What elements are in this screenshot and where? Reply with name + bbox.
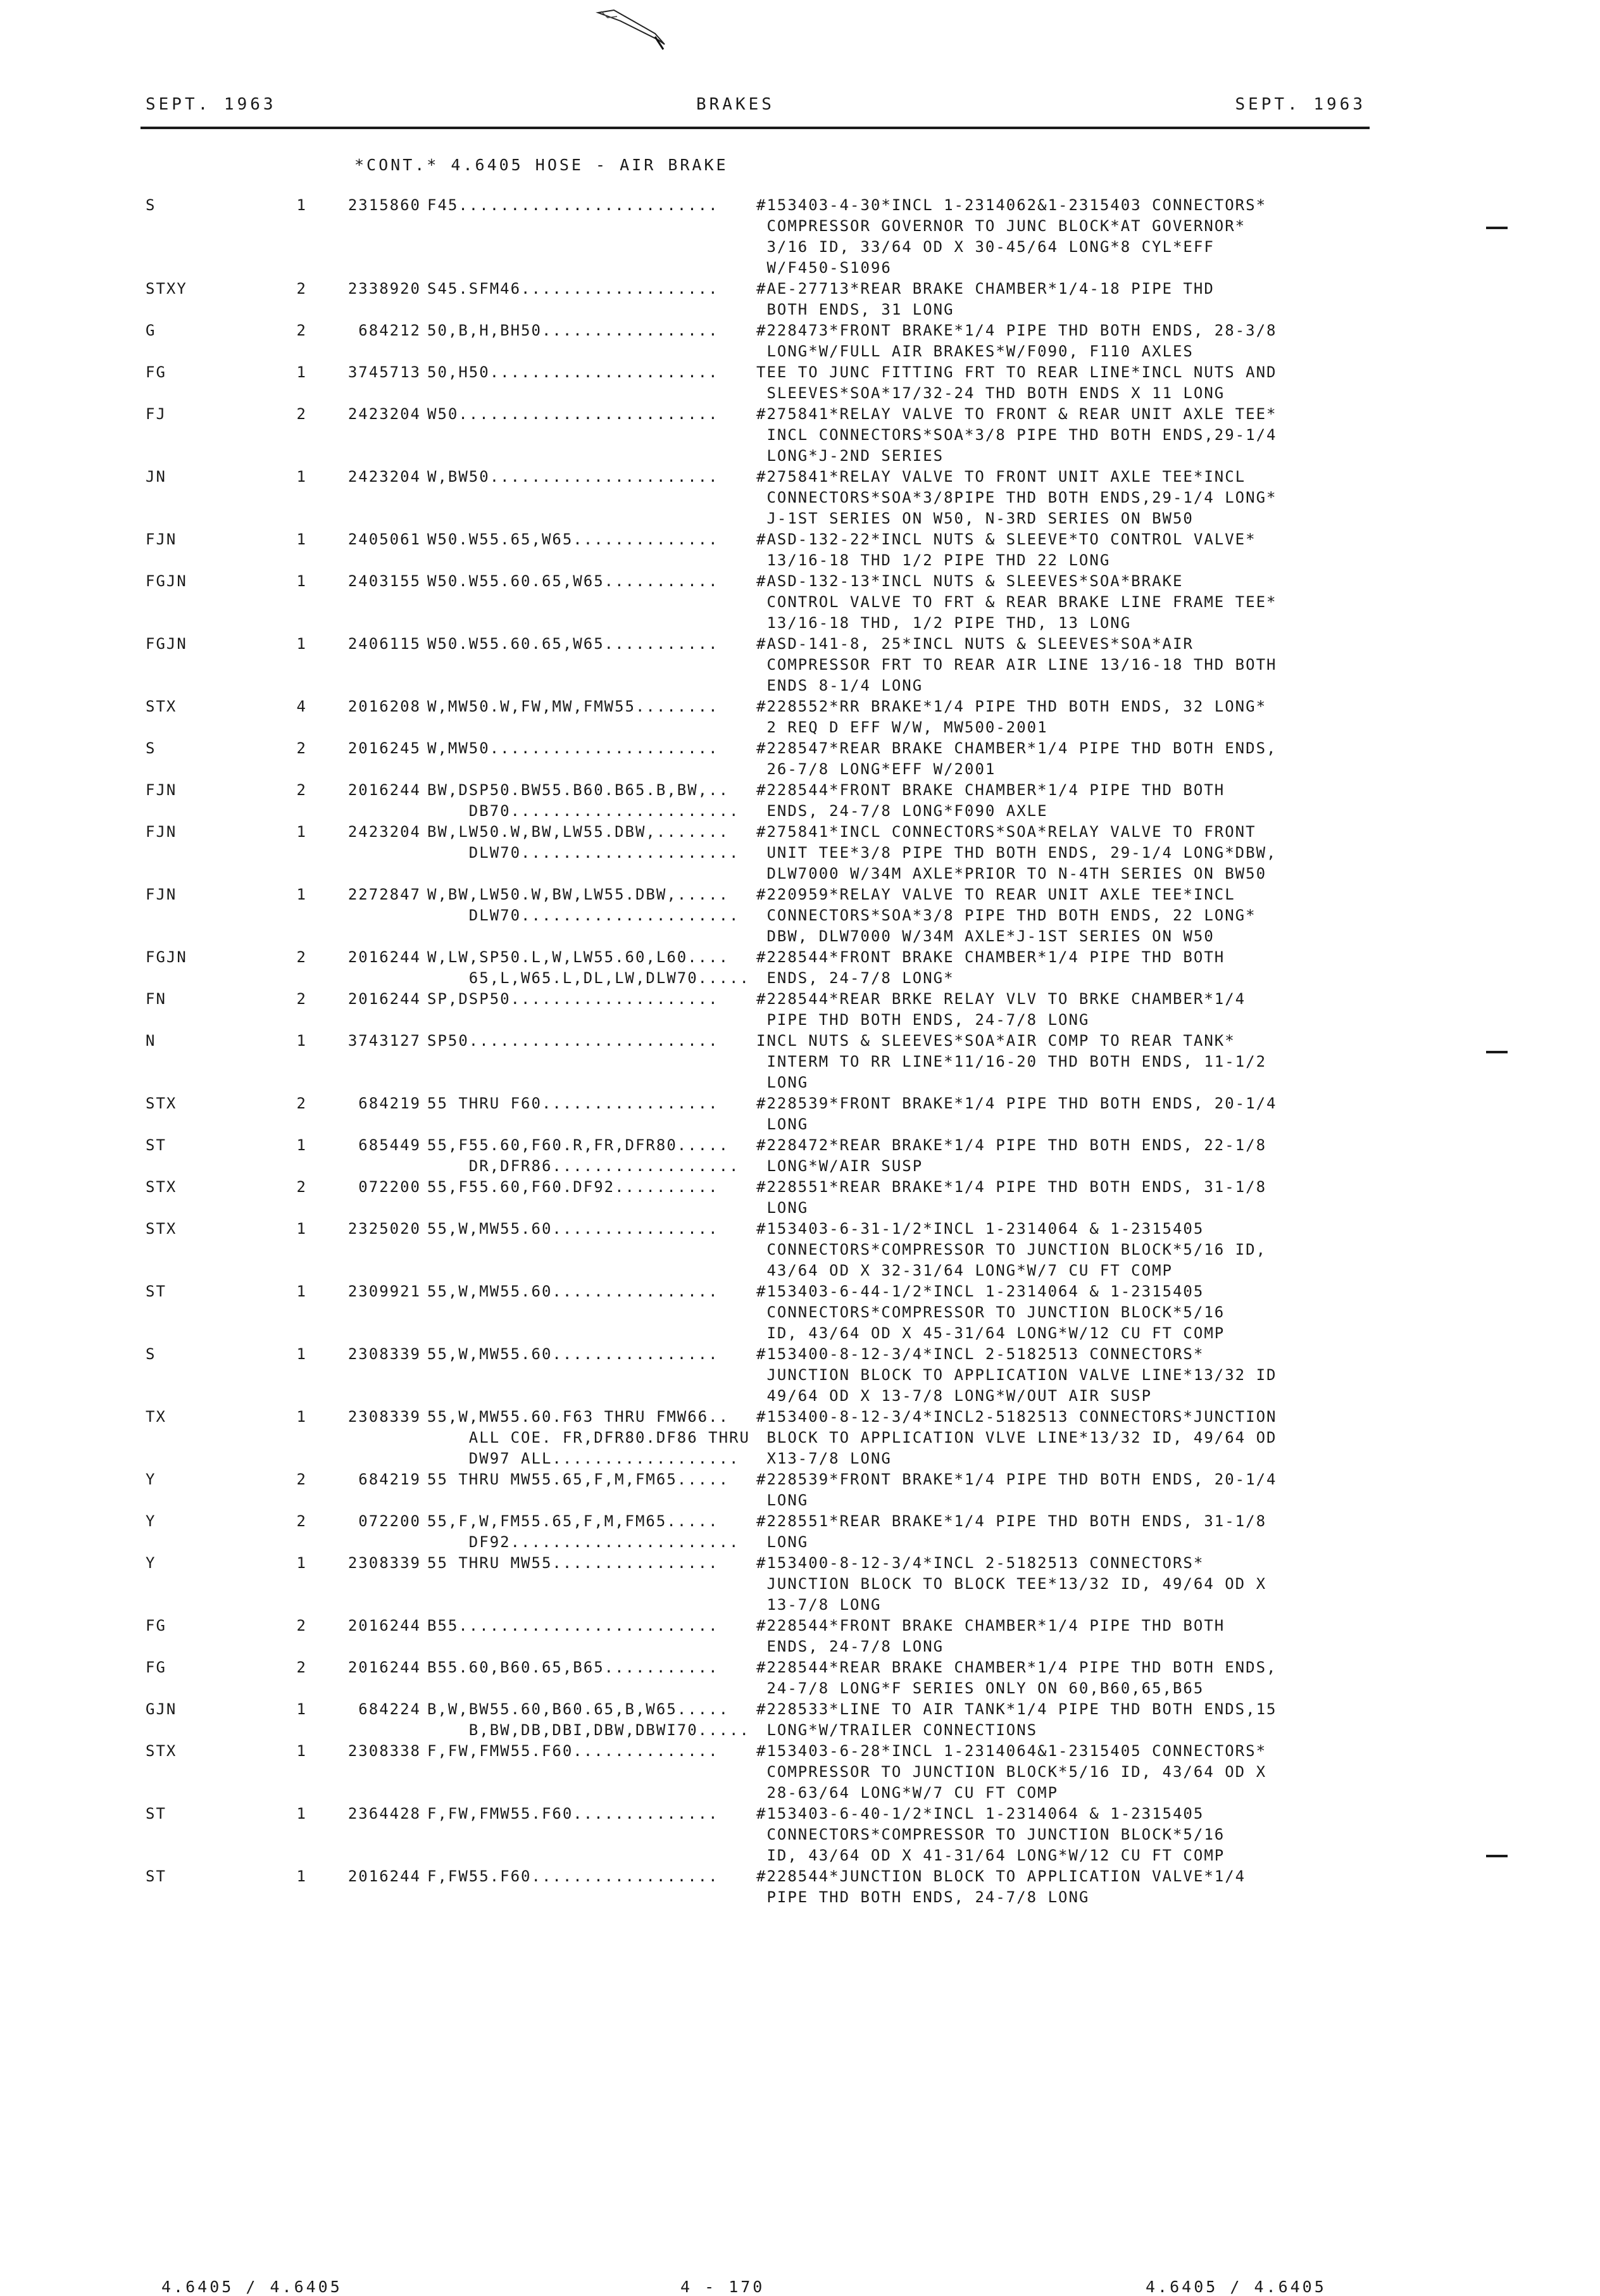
part-number: 2403155 xyxy=(347,572,421,590)
part-number: 3745713 xyxy=(347,363,421,381)
model-applicability: W,LW,SP50.L,W,LW55.60,L60.... 65,L,W65.L,DL,LW,DLW70..... xyxy=(427,948,750,987)
model-applicability: B55.60,B60.65,B65........... xyxy=(427,1659,719,1676)
parts-row xyxy=(146,1219,1373,1281)
quantity: 2 xyxy=(296,1471,307,1488)
quantity: 1 xyxy=(296,1554,307,1572)
model-applicability: W,BW,LW50.W,BW,LW55.DBW,..... DLW70..................... xyxy=(427,886,740,924)
quantity: 1 xyxy=(296,1136,307,1154)
series-code: FGJN xyxy=(146,635,187,653)
quantity: 1 xyxy=(296,1220,307,1238)
model-applicability: 55,W,MW55.60................ xyxy=(427,1220,719,1238)
parts-row xyxy=(146,1699,1373,1741)
series-code: Y xyxy=(146,1512,156,1530)
description: #228547*REAR BRAKE CHAMBER*1/4 PIPE THD BOTH ENDS, 26-7/8 LONG*EFF W/2001 xyxy=(756,739,1277,778)
quantity: 1 xyxy=(296,1742,307,1760)
part-number: 2308338 xyxy=(347,1742,421,1760)
series-code: FG xyxy=(146,1659,166,1676)
model-applicability: W50.W55.60.65,W65........... xyxy=(427,572,719,590)
footer-ref-left: 4.6405 / 4.6405 xyxy=(161,2278,342,2296)
part-number: 2315860 xyxy=(347,196,421,214)
parts-row xyxy=(146,1031,1373,1093)
series-code: ST xyxy=(146,1136,166,1154)
quantity: 2 xyxy=(296,405,307,423)
part-number: 2364428 xyxy=(347,1805,421,1822)
parts-row xyxy=(146,320,1373,362)
model-applicability: 50,H50...................... xyxy=(427,363,719,381)
quantity: 1 xyxy=(296,1867,307,1885)
description: #275841*INCL CONNECTORS*SOA*RELAY VALVE TO FRONT UNIT TEE*3/8 PIPE THD BOTH ENDS, 29-1/4 LONG*DBW, DLW7000 W/34M AXLE*PRIOR TO N-4TH SERIES ON BW50 xyxy=(756,823,1277,882)
parts-row xyxy=(146,1469,1373,1511)
model-applicability: W,MW50.W,FW,MW,FMW55........ xyxy=(427,698,719,715)
quantity: 2 xyxy=(296,739,307,757)
series-code: STX xyxy=(146,1742,177,1760)
parts-row xyxy=(146,780,1373,822)
quantity: 2 xyxy=(296,1659,307,1676)
series-code: ST xyxy=(146,1867,166,1885)
model-applicability: 55 THRU F60................. xyxy=(427,1095,719,1112)
model-applicability: 55,F,W,FM55.65,F,M,FM65..... DF92...................... xyxy=(427,1512,740,1551)
parts-row xyxy=(146,279,1373,320)
description: #275841*RELAY VALVE TO FRONT & REAR UNIT AXLE TEE* INCL CONNECTORS*SOA*3/8 PIPE THD BOTH ENDS,29-1/4 LONG*J-2ND SERIES xyxy=(756,405,1277,465)
quantity: 1 xyxy=(296,530,307,548)
description: #ASD-132-13*INCL NUTS & SLEEVES*SOA*BRAKE CONTROL VALVE TO FRT & REAR BRAKE LINE FRAME TEE* 13/16-18 THD, 1/2 PIPE THD, 13 LONG xyxy=(756,572,1277,632)
description: #ASD-132-22*INCL NUTS & SLEEVE*TO CONTROL VALVE* 13/16-18 THD 1/2 PIPE THD 22 LONG xyxy=(756,530,1256,569)
part-number: 2308339 xyxy=(347,1408,421,1426)
quantity: 2 xyxy=(296,322,307,339)
parts-row xyxy=(146,195,1373,279)
parts-row xyxy=(146,1407,1373,1469)
page-number: 4 - 170 xyxy=(680,2278,765,2296)
parts-row xyxy=(146,1741,1373,1804)
series-code: S xyxy=(146,1345,156,1363)
series-code: N xyxy=(146,1032,156,1050)
footer-ref-right: 4.6405 / 4.6405 xyxy=(1146,2278,1327,2296)
description: #228533*LINE TO AIR TANK*1/4 PIPE THD BOTH ENDS,15 LONG*W/TRAILER CONNECTIONS xyxy=(756,1700,1277,1739)
part-number: 2272847 xyxy=(347,886,421,903)
model-applicability: 55,W,MW55.60................ xyxy=(427,1283,719,1300)
description: #153400-8-12-3/4*INCL 2-5182513 CONNECTORS* JUNCTION BLOCK TO APPLICATION VALVE LINE*13/32 ID 49/64 OD X 13-7/8 LONG*W/OUT AIR SUSP xyxy=(756,1345,1277,1405)
quantity: 2 xyxy=(296,1095,307,1112)
quantity: 1 xyxy=(296,823,307,841)
model-applicability: BW,LW50.W,BW,LW55.DBW,....... DLW70..................... xyxy=(427,823,740,862)
series-code: TX xyxy=(146,1408,166,1426)
description: #153403-6-40-1/2*INCL 1-2314064 & 1-2315405 CONNECTORS*COMPRESSOR TO JUNCTION BLOCK*5/16 ID, 43/64 OD X 41-31/64 LONG*W/12 CU FT COMP xyxy=(756,1805,1225,1864)
description: #153403-6-44-1/2*INCL 1-2314064 & 1-2315405 CONNECTORS*COMPRESSOR TO JUNCTION BLOCK*5/16 ID, 43/64 OD X 45-31/64 LONG*W/12 CU FT COMP xyxy=(756,1283,1225,1342)
series-code: STXY xyxy=(146,280,187,298)
parts-row xyxy=(146,571,1373,634)
parts-row xyxy=(146,1804,1373,1866)
series-code: FG xyxy=(146,1617,166,1634)
description: #ASD-141-8, 25*INCL NUTS & SLEEVES*SOA*AIR COMPRESSOR FRT TO REAR AIR LINE 13/16-18 THD BOTH ENDS 8-1/4 LONG xyxy=(756,635,1277,694)
part-number: 072200 xyxy=(358,1178,421,1196)
part-number: 2016208 xyxy=(347,698,421,715)
quantity: 2 xyxy=(296,1178,307,1196)
description: #AE-27713*REAR BRAKE CHAMBER*1/4-18 PIPE THD BOTH ENDS, 31 LONG xyxy=(756,280,1215,318)
quantity: 1 xyxy=(296,468,307,486)
model-applicability: 55 THRU MW55................ xyxy=(427,1554,719,1572)
description: #228552*RR BRAKE*1/4 PIPE THD BOTH ENDS, 32 LONG* 2 REQ D EFF W/W, MW500-2001 xyxy=(756,698,1267,736)
parts-row xyxy=(146,1177,1373,1219)
series-code: STX xyxy=(146,1095,177,1112)
margin-tick xyxy=(1486,1051,1508,1053)
part-number: 2308339 xyxy=(347,1345,421,1363)
quantity: 2 xyxy=(296,990,307,1008)
description: #153403-4-30*INCL 1-2314062&1-2315403 CONNECTORS* COMPRESSOR GOVERNOR TO JUNC BLOCK*AT GOVERNOR* 3/16 ID, 33/64 OD X 30-45/64 LONG*8 CYL*EFF W/F450-S1096 xyxy=(756,196,1267,277)
parts-row xyxy=(146,696,1373,738)
series-code: ST xyxy=(146,1805,166,1822)
description: #228544*FRONT BRAKE CHAMBER*1/4 PIPE THD BOTH ENDS, 24-7/8 LONG xyxy=(756,1617,1225,1655)
description: #153403-6-28*INCL 1-2314064&1-2315405 CONNECTORS* COMPRESSOR TO JUNCTION BLOCK*5/16 ID, 43/64 OD X 28-63/64 LONG*W/7 CU FT COMP xyxy=(756,1742,1267,1802)
series-code: S xyxy=(146,196,156,214)
series-code: FGJN xyxy=(146,572,187,590)
series-code: FG xyxy=(146,363,166,381)
part-number: 2405061 xyxy=(347,530,421,548)
section-title: *CONT.* 4.6405 HOSE - AIR BRAKE xyxy=(354,156,728,174)
quantity: 1 xyxy=(296,1345,307,1363)
model-applicability: W,BW50...................... xyxy=(427,468,719,486)
part-number: 2423204 xyxy=(347,405,421,423)
part-number: 2338920 xyxy=(347,280,421,298)
header-date-left: SEPT. 1963 xyxy=(146,95,277,114)
quantity: 1 xyxy=(296,1700,307,1718)
model-applicability: W50.W55.65,W65.............. xyxy=(427,530,719,548)
model-applicability: SP,DSP50.................... xyxy=(427,990,719,1008)
part-number: 3743127 xyxy=(347,1032,421,1050)
description: #228544*REAR BRAKE CHAMBER*1/4 PIPE THD BOTH ENDS, 24-7/8 LONG*F SERIES ONLY ON 60,B60,65,B65 xyxy=(756,1659,1277,1697)
model-applicability: SP50........................ xyxy=(427,1032,719,1050)
parts-row xyxy=(146,634,1373,696)
part-number: 2016244 xyxy=(347,990,421,1008)
parts-row xyxy=(146,404,1373,467)
parts-row xyxy=(146,1615,1373,1657)
quantity: 2 xyxy=(296,1512,307,1530)
parts-row xyxy=(146,1866,1373,1908)
description: #275841*RELAY VALVE TO FRONT UNIT AXLE TEE*INCL CONNECTORS*SOA*3/8PIPE THD BOTH ENDS,29-1/4 LONG* J-1ST SERIES ON W50, N-3RD SERIES ON BW50 xyxy=(756,468,1277,527)
description: #228544*FRONT BRAKE CHAMBER*1/4 PIPE THD BOTH ENDS, 24-7/8 LONG*F090 AXLE xyxy=(756,781,1225,820)
quantity: 1 xyxy=(296,363,307,381)
part-number: 685449 xyxy=(358,1136,421,1154)
description: #220959*RELAY VALVE TO REAR UNIT AXLE TEE*INCL CONNECTORS*SOA*3/8 PIPE THD BOTH ENDS, 22 LONG* DBW, DLW7000 W/34M AXLE*J-1ST SERIES ON W50 xyxy=(756,886,1256,945)
parts-row xyxy=(146,1511,1373,1553)
series-code: FJN xyxy=(146,781,177,799)
description: #153403-6-31-1/2*INCL 1-2314064 & 1-2315405 CONNECTORS*COMPRESSOR TO JUNCTION BLOCK*5/16 ID, 43/64 OD X 32-31/64 LONG*W/7 CU FT COMP xyxy=(756,1220,1267,1279)
parts-row xyxy=(146,1281,1373,1344)
model-applicability: 55,W,MW55.60................ xyxy=(427,1345,719,1363)
parts-row xyxy=(146,467,1373,529)
series-code: S xyxy=(146,739,156,757)
quantity: 2 xyxy=(296,948,307,966)
parts-list xyxy=(146,195,1373,1908)
quantity: 1 xyxy=(296,1408,307,1426)
model-applicability: F,FW55.F60.................. xyxy=(427,1867,719,1885)
description: #228472*REAR BRAKE*1/4 PIPE THD BOTH ENDS, 22-1/8 LONG*W/AIR SUSP xyxy=(756,1136,1267,1175)
part-number: 2406115 xyxy=(347,635,421,653)
part-number: 684212 xyxy=(358,322,421,339)
part-number: 2016244 xyxy=(347,781,421,799)
part-number: 2308339 xyxy=(347,1554,421,1572)
series-code: ST xyxy=(146,1283,166,1300)
quantity: 1 xyxy=(296,572,307,590)
margin-tick xyxy=(1486,227,1508,229)
series-code: Y xyxy=(146,1471,156,1488)
model-applicability: 55,F55.60,F60.DF92.......... xyxy=(427,1178,719,1196)
description: #228544*FRONT BRAKE CHAMBER*1/4 PIPE THD BOTH ENDS, 24-7/8 LONG* xyxy=(756,948,1225,987)
model-applicability: W,MW50...................... xyxy=(427,739,719,757)
parts-row xyxy=(146,1657,1373,1699)
model-applicability: S45.SFM46................... xyxy=(427,280,719,298)
part-number: 684219 xyxy=(358,1095,421,1112)
parts-row xyxy=(146,947,1373,989)
header-date-right: SEPT. 1963 xyxy=(1235,95,1366,114)
part-number: 2016244 xyxy=(347,1617,421,1634)
model-applicability: F,FW,FMW55.F60.............. xyxy=(427,1805,719,1822)
quantity: 2 xyxy=(296,781,307,799)
quantity: 1 xyxy=(296,196,307,214)
part-number: 684219 xyxy=(358,1471,421,1488)
quantity: 1 xyxy=(296,635,307,653)
parts-row xyxy=(146,822,1373,884)
quantity: 2 xyxy=(296,1617,307,1634)
quantity: 4 xyxy=(296,698,307,715)
quantity: 1 xyxy=(296,1805,307,1822)
series-code: G xyxy=(146,322,156,339)
margin-tick xyxy=(1486,1855,1508,1857)
series-code: FN xyxy=(146,990,166,1008)
quantity: 1 xyxy=(296,1032,307,1050)
part-number: 2423204 xyxy=(347,823,421,841)
series-code: FGJN xyxy=(146,948,187,966)
parts-row xyxy=(146,1344,1373,1407)
model-applicability: 55,W,MW55.60.F63 THRU FMW66.. ALL COE. FR,DFR80.DF86 THRU DW97 ALL.................. xyxy=(427,1408,750,1467)
model-applicability: W50.W55.60.65,W65........... xyxy=(427,635,719,653)
series-code: FJN xyxy=(146,886,177,903)
model-applicability: 55 THRU MW55.65,F,M,FM65..... xyxy=(427,1471,730,1488)
parts-row xyxy=(146,1553,1373,1615)
parts-row xyxy=(146,738,1373,780)
description: TEE TO JUNC FITTING FRT TO REAR LINE*INCL NUTS AND SLEEVES*SOA*17/32-24 THD BOTH ENDS X 11 LONG xyxy=(756,363,1277,402)
part-number: 2325020 xyxy=(347,1220,421,1238)
series-code: FJN xyxy=(146,530,177,548)
description: INCL NUTS & SLEEVES*SOA*AIR COMP TO REAR TANK* INTERM TO RR LINE*11/16-20 THD BOTH ENDS, 11-1/2 LONG xyxy=(756,1032,1267,1091)
description: #228551*REAR BRAKE*1/4 PIPE THD BOTH ENDS, 31-1/8 LONG xyxy=(756,1512,1267,1551)
description: #228473*FRONT BRAKE*1/4 PIPE THD BOTH ENDS, 28-3/8 LONG*W/FULL AIR BRAKES*W/F090, F110 AXLES xyxy=(756,322,1277,360)
part-number: 2423204 xyxy=(347,468,421,486)
parts-row xyxy=(146,362,1373,404)
quantity: 2 xyxy=(296,280,307,298)
series-code: STX xyxy=(146,1178,177,1196)
series-code: STX xyxy=(146,1220,177,1238)
part-number: 2016244 xyxy=(347,1659,421,1676)
model-applicability: F45......................... xyxy=(427,196,719,214)
model-applicability: B55......................... xyxy=(427,1617,719,1634)
part-number: 684224 xyxy=(358,1700,421,1718)
part-number: 072200 xyxy=(358,1512,421,1530)
description: #153400-8-12-3/4*INCL2-5182513 CONNECTORS*JUNCTION BLOCK TO APPLICATION VLVE LINE*13/32 ID, 49/64 OD X13-7/8 LONG xyxy=(756,1408,1277,1467)
description: #228539*FRONT BRAKE*1/4 PIPE THD BOTH ENDS, 20-1/4 LONG xyxy=(756,1471,1277,1509)
model-applicability: 50,B,H,BH50................. xyxy=(427,322,719,339)
model-applicability: B,W,BW55.60,B60.65,B,W65..... B,BW,DB,DBI,DBW,DBWI70..... xyxy=(427,1700,750,1739)
parts-row xyxy=(146,989,1373,1031)
model-applicability: 55,F55.60,F60.R,FR,DFR80..... DR,DFR86.................. xyxy=(427,1136,740,1175)
description: #228539*FRONT BRAKE*1/4 PIPE THD BOTH ENDS, 20-1/4 LONG xyxy=(756,1095,1277,1133)
parts-row xyxy=(146,884,1373,947)
series-code: FJ xyxy=(146,405,166,423)
description: #228544*REAR BRKE RELAY VLV TO BRKE CHAMBER*1/4 PIPE THD BOTH ENDS, 24-7/8 LONG xyxy=(756,990,1246,1029)
header-section-name: BRAKES xyxy=(696,95,775,114)
part-number: 2016244 xyxy=(347,948,421,966)
model-applicability: W50......................... xyxy=(427,405,719,423)
series-code: FJN xyxy=(146,823,177,841)
model-applicability: BW,DSP50.BW55.B60.B65.B,BW,.. DB70...................... xyxy=(427,781,740,820)
description: #153400-8-12-3/4*INCL 2-5182513 CONNECTORS* JUNCTION BLOCK TO BLOCK TEE*13/32 ID, 49/64 OD X 13-7/8 LONG xyxy=(756,1554,1267,1614)
parts-row xyxy=(146,529,1373,571)
parts-row xyxy=(146,1093,1373,1135)
quantity: 1 xyxy=(296,1283,307,1300)
parts-row xyxy=(146,1135,1373,1177)
part-number: 2016244 xyxy=(347,1867,421,1885)
series-code: GJN xyxy=(146,1700,177,1718)
quantity: 1 xyxy=(296,886,307,903)
series-code: JN xyxy=(146,468,166,486)
part-number: 2309921 xyxy=(347,1283,421,1300)
series-code: STX xyxy=(146,698,177,715)
model-applicability: F,FW,FMW55.F60.............. xyxy=(427,1742,719,1760)
part-number: 2016245 xyxy=(347,739,421,757)
header-rule xyxy=(141,127,1370,129)
scan-mark-graphic xyxy=(595,5,671,56)
description: #228551*REAR BRAKE*1/4 PIPE THD BOTH ENDS, 31-1/8 LONG xyxy=(756,1178,1267,1217)
series-code: Y xyxy=(146,1554,156,1572)
description: #228544*JUNCTION BLOCK TO APPLICATION VALVE*1/4 PIPE THD BOTH ENDS, 24-7/8 LONG xyxy=(756,1867,1246,1906)
